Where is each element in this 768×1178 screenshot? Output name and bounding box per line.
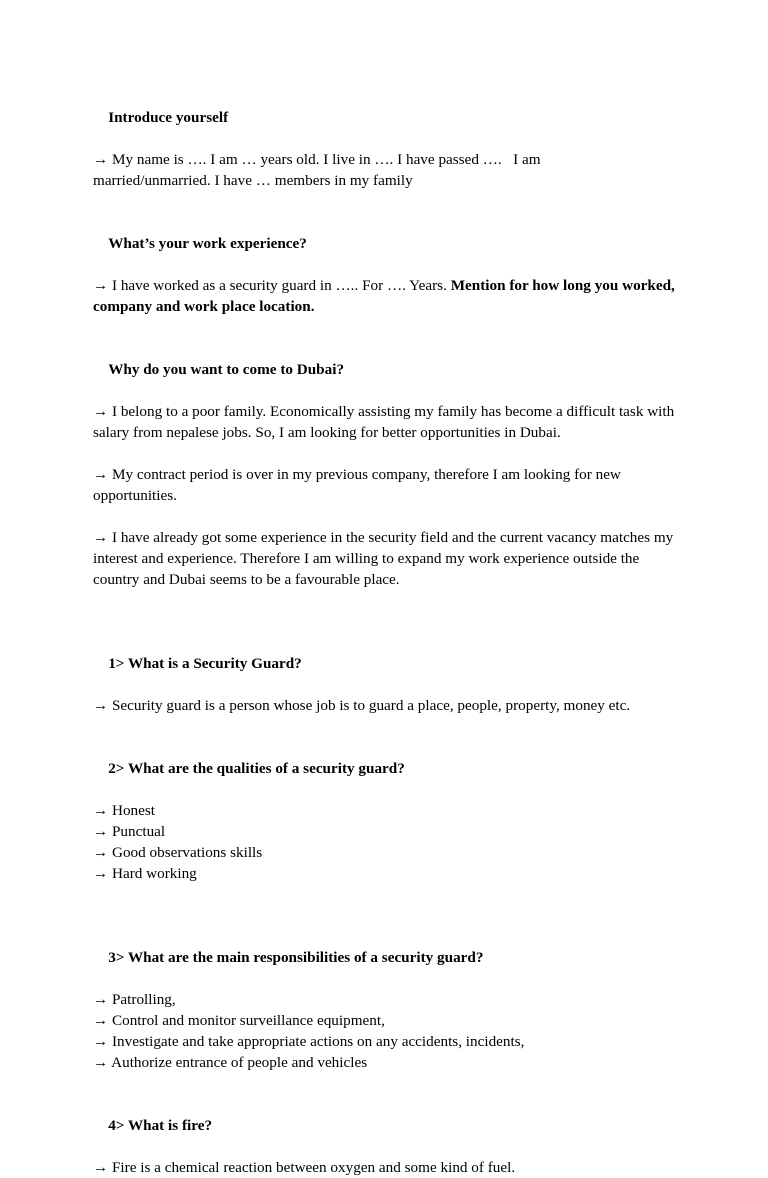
q4-heading-line bbox=[93, 1094, 683, 1157]
intro-heading: Introduce yourself bbox=[108, 109, 229, 126]
q3-item: → Authorize entrance of people and vehicles bbox=[93, 1054, 368, 1071]
experience-text: → I have worked as a security guard in ….. For …. Years. bbox=[93, 277, 451, 294]
q2-heading: 2> What are the qualities of a security guard? bbox=[108, 760, 405, 777]
q3-item: → Patrolling, bbox=[93, 991, 176, 1008]
q2-item: → Good observations skills bbox=[93, 844, 263, 861]
dubai-heading: Why do you want to come to Dubai? bbox=[108, 361, 345, 378]
experience-heading-line bbox=[93, 212, 683, 275]
q4-heading: 4> What is fire? bbox=[108, 1117, 213, 1134]
dubai-heading-line bbox=[93, 338, 683, 401]
q2-item: → Honest bbox=[93, 802, 156, 819]
q2-heading-line bbox=[93, 737, 683, 800]
dubai-answer-1: → I belong to a poor family. Economically assisting my family has become a difficult task with salary from nepalese jobs. So, I am looking for better opportunities in Dubai. bbox=[93, 403, 679, 441]
intro-line-2: married/unmarried. I have … members in my family bbox=[93, 172, 413, 189]
dubai-answer-2: → My contract period is over in my previous company, therefore I am looking for new opportunities. bbox=[93, 466, 625, 504]
q2-item: → Hard working bbox=[93, 865, 197, 882]
intro-section bbox=[93, 86, 683, 149]
q3-item: → Investigate and take appropriate actions on any accidents, incidents, bbox=[93, 1033, 525, 1050]
q1-answer: → Security guard is a person whose job is to guard a place, people, property, money etc. bbox=[93, 697, 631, 714]
experience-answer bbox=[93, 275, 683, 317]
experience-note: Mention for how long you worked, company and work place location. bbox=[93, 277, 679, 315]
q1-heading-line bbox=[93, 632, 683, 695]
q3-heading: 3> What are the main responsibilities of a security guard? bbox=[108, 949, 484, 966]
document-page bbox=[93, 86, 683, 1178]
experience-heading: What’s your work experience? bbox=[108, 235, 307, 252]
dubai-answer-3: → I have already got some experience in the security field and the current vacancy matches my interest and experience. Therefore I am willing to expand my work experience outside the country and Dubai seems to be a favourable place. bbox=[93, 529, 678, 588]
q3-item: → Control and monitor surveillance equipment, bbox=[93, 1012, 385, 1029]
q2-item: → Punctual bbox=[93, 823, 166, 840]
q1-heading: 1> What is a Security Guard? bbox=[108, 655, 302, 672]
q3-heading-line bbox=[93, 926, 683, 989]
intro-line-1: → My name is …. I am … years old. I live in …. I have passed …. I am bbox=[93, 151, 541, 168]
q4-answer: → Fire is a chemical reaction between oxygen and some kind of fuel. bbox=[93, 1159, 516, 1176]
